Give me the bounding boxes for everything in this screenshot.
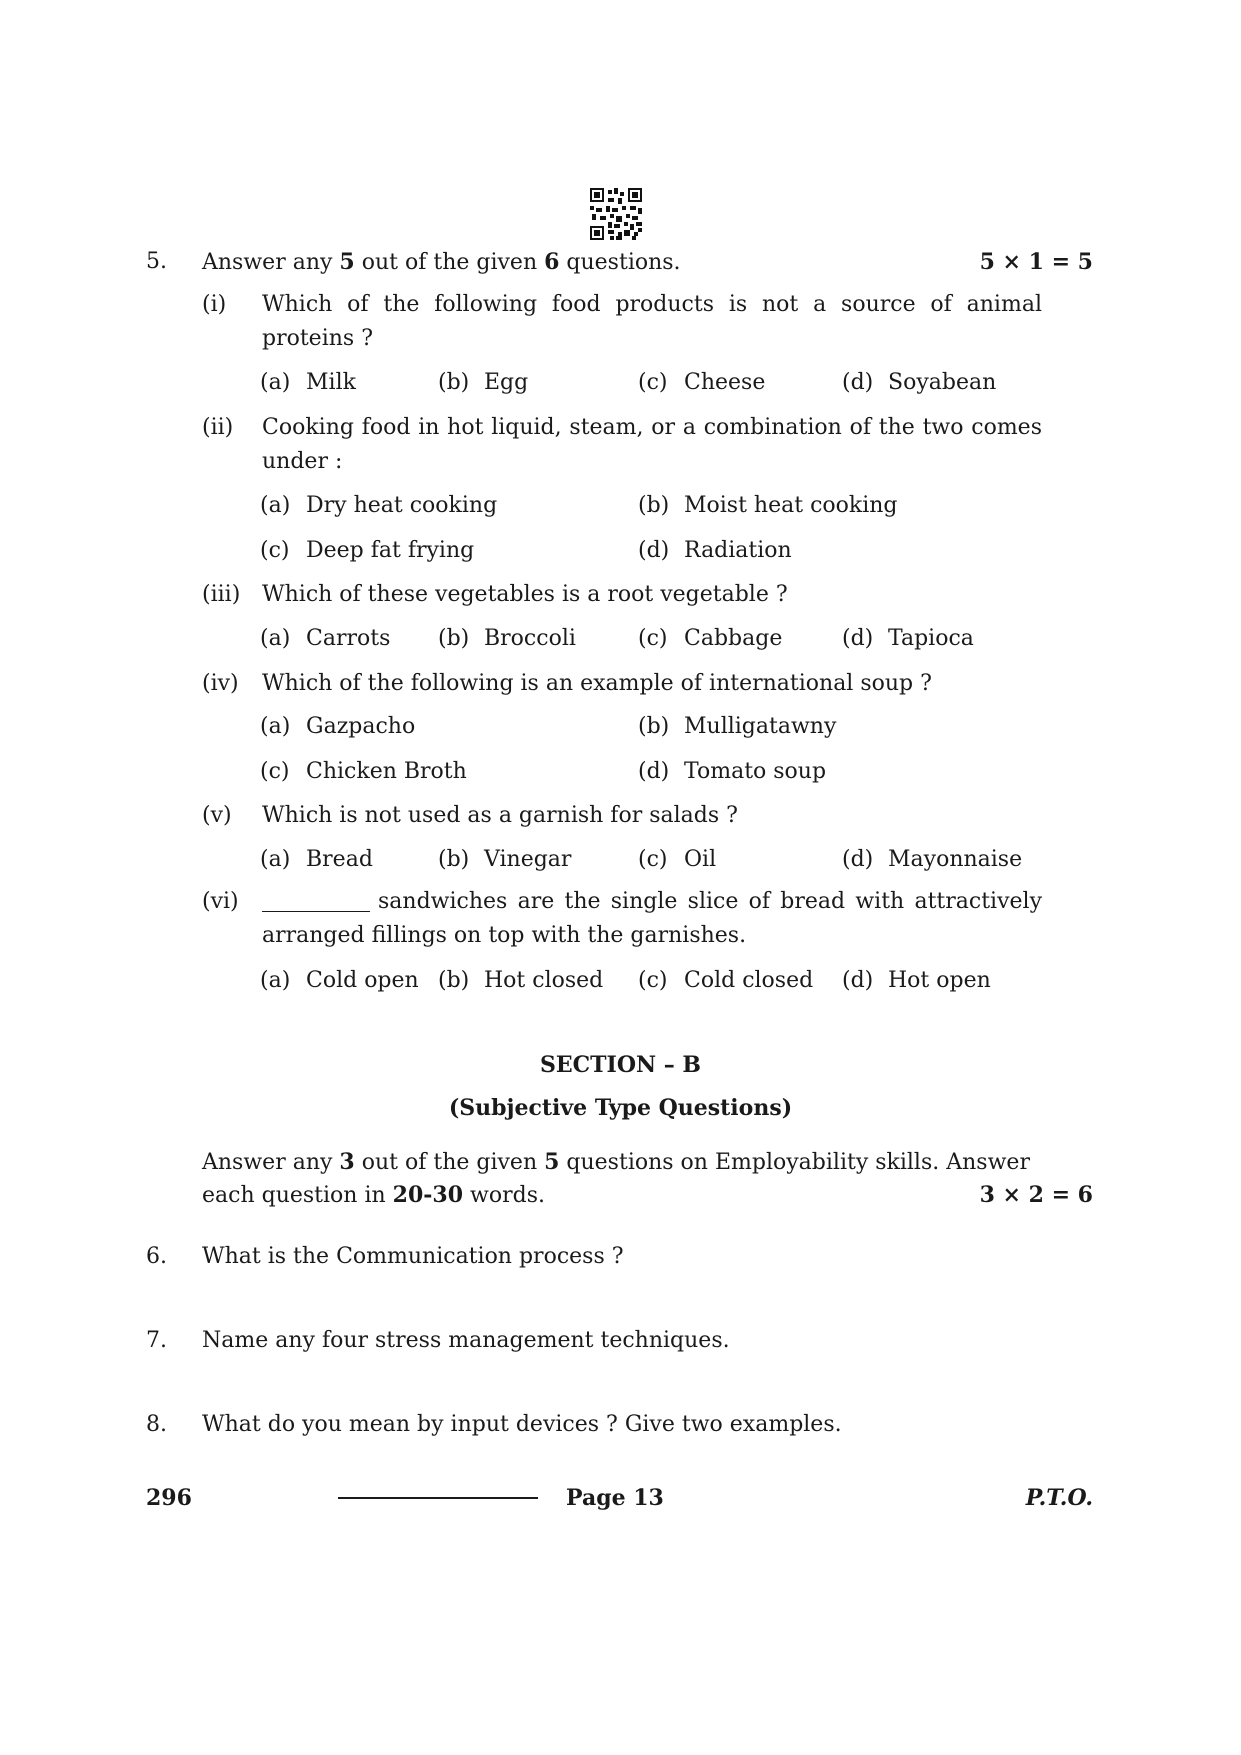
- option-b: (b) Hot closed: [438, 968, 604, 993]
- option-c: (c) Cheese: [638, 370, 766, 395]
- option-b: (b) Vinegar: [438, 847, 572, 872]
- option-d: (d) Soyabean: [842, 370, 997, 395]
- pto-label: P.T.O.: [1025, 1485, 1093, 1511]
- sub-question-text: sandwiches are the single slice of bread with attractively arranged fillings on top with the garnishes.: [262, 889, 1042, 948]
- question-number: 8.: [146, 1412, 167, 1437]
- footer-divider: [338, 1497, 538, 1499]
- sub-question-text: Which of these vegetables is a root vegetable ?: [262, 582, 788, 607]
- section-marks: 3 × 2 = 6: [979, 1182, 1093, 1208]
- question-5-instruction: Answer any 5 out of the given 6 questions.: [202, 249, 681, 275]
- option-a: (a) Milk: [260, 370, 356, 395]
- option-c: (c) Cabbage: [638, 626, 783, 651]
- option-a: (a) Cold open: [260, 968, 419, 993]
- option-a: (a) Gazpacho: [260, 714, 416, 739]
- question-5-number: 5.: [146, 249, 167, 274]
- option-a: (a) Bread: [260, 847, 373, 872]
- question-text: Name any four stress management techniques.: [202, 1328, 730, 1353]
- paper-code: 296: [146, 1485, 192, 1511]
- option-b: (b) Broccoli: [438, 626, 576, 651]
- sub-question-text: Which is not used as a garnish for salads ?: [262, 803, 738, 828]
- question-number: 7.: [146, 1328, 167, 1353]
- section-instruction-line-2: each question in 20-30 words.: [202, 1182, 545, 1208]
- option-c: (c) Chicken Broth: [260, 759, 467, 784]
- qr-code: [590, 188, 642, 240]
- option-a: (a) Dry heat cooking: [260, 493, 498, 518]
- sub-question-text: Which of the following is an example of international soup ?: [262, 671, 932, 696]
- sub-question-text: Which of the following food products is not a source of animal proteins ?: [262, 292, 1042, 351]
- question-text: What do you mean by input devices ? Give two examples.: [202, 1412, 842, 1437]
- sub-question-label: (iv): [202, 671, 239, 696]
- sub-question-text: Cooking food in hot liquid, steam, or a combination of the two comes under :: [262, 415, 1042, 474]
- option-d: (d) Radiation: [638, 538, 792, 563]
- answer-blank: [262, 911, 370, 912]
- question-5-marks: 5 × 1 = 5: [979, 249, 1093, 275]
- option-d: (d) Tapioca: [842, 626, 974, 651]
- section-subtitle: (Subjective Type Questions): [448, 1095, 793, 1121]
- page-number: Page 13: [566, 1485, 664, 1511]
- sub-question-label: (iii): [202, 582, 241, 607]
- section-instruction: Answer any 3 out of the given 5 questions on Employability skills. Answer: [202, 1149, 1030, 1175]
- option-a: (a) Carrots: [260, 626, 391, 651]
- option-c: (c) Deep fat frying: [260, 538, 475, 563]
- section-title: SECTION – B: [539, 1052, 701, 1078]
- option-c: (c) Oil: [638, 847, 717, 872]
- option-d: (d) Tomato soup: [638, 759, 827, 784]
- question-number: 6.: [146, 1244, 167, 1269]
- option-d: (d) Mayonnaise: [842, 847, 1023, 872]
- sub-question-label: (v): [202, 803, 232, 828]
- option-b: (b) Mulligatawny: [638, 714, 837, 739]
- option-b: (b) Moist heat cooking: [638, 493, 898, 518]
- sub-question-label: (i): [202, 292, 227, 317]
- question-text: What is the Communication process ?: [202, 1244, 624, 1269]
- sub-question-label: (ii): [202, 415, 234, 440]
- sub-question-label: (vi): [202, 889, 239, 914]
- option-b: (b) Egg: [438, 370, 529, 395]
- option-c: (c) Cold closed: [638, 968, 814, 993]
- option-d: (d) Hot open: [842, 968, 991, 993]
